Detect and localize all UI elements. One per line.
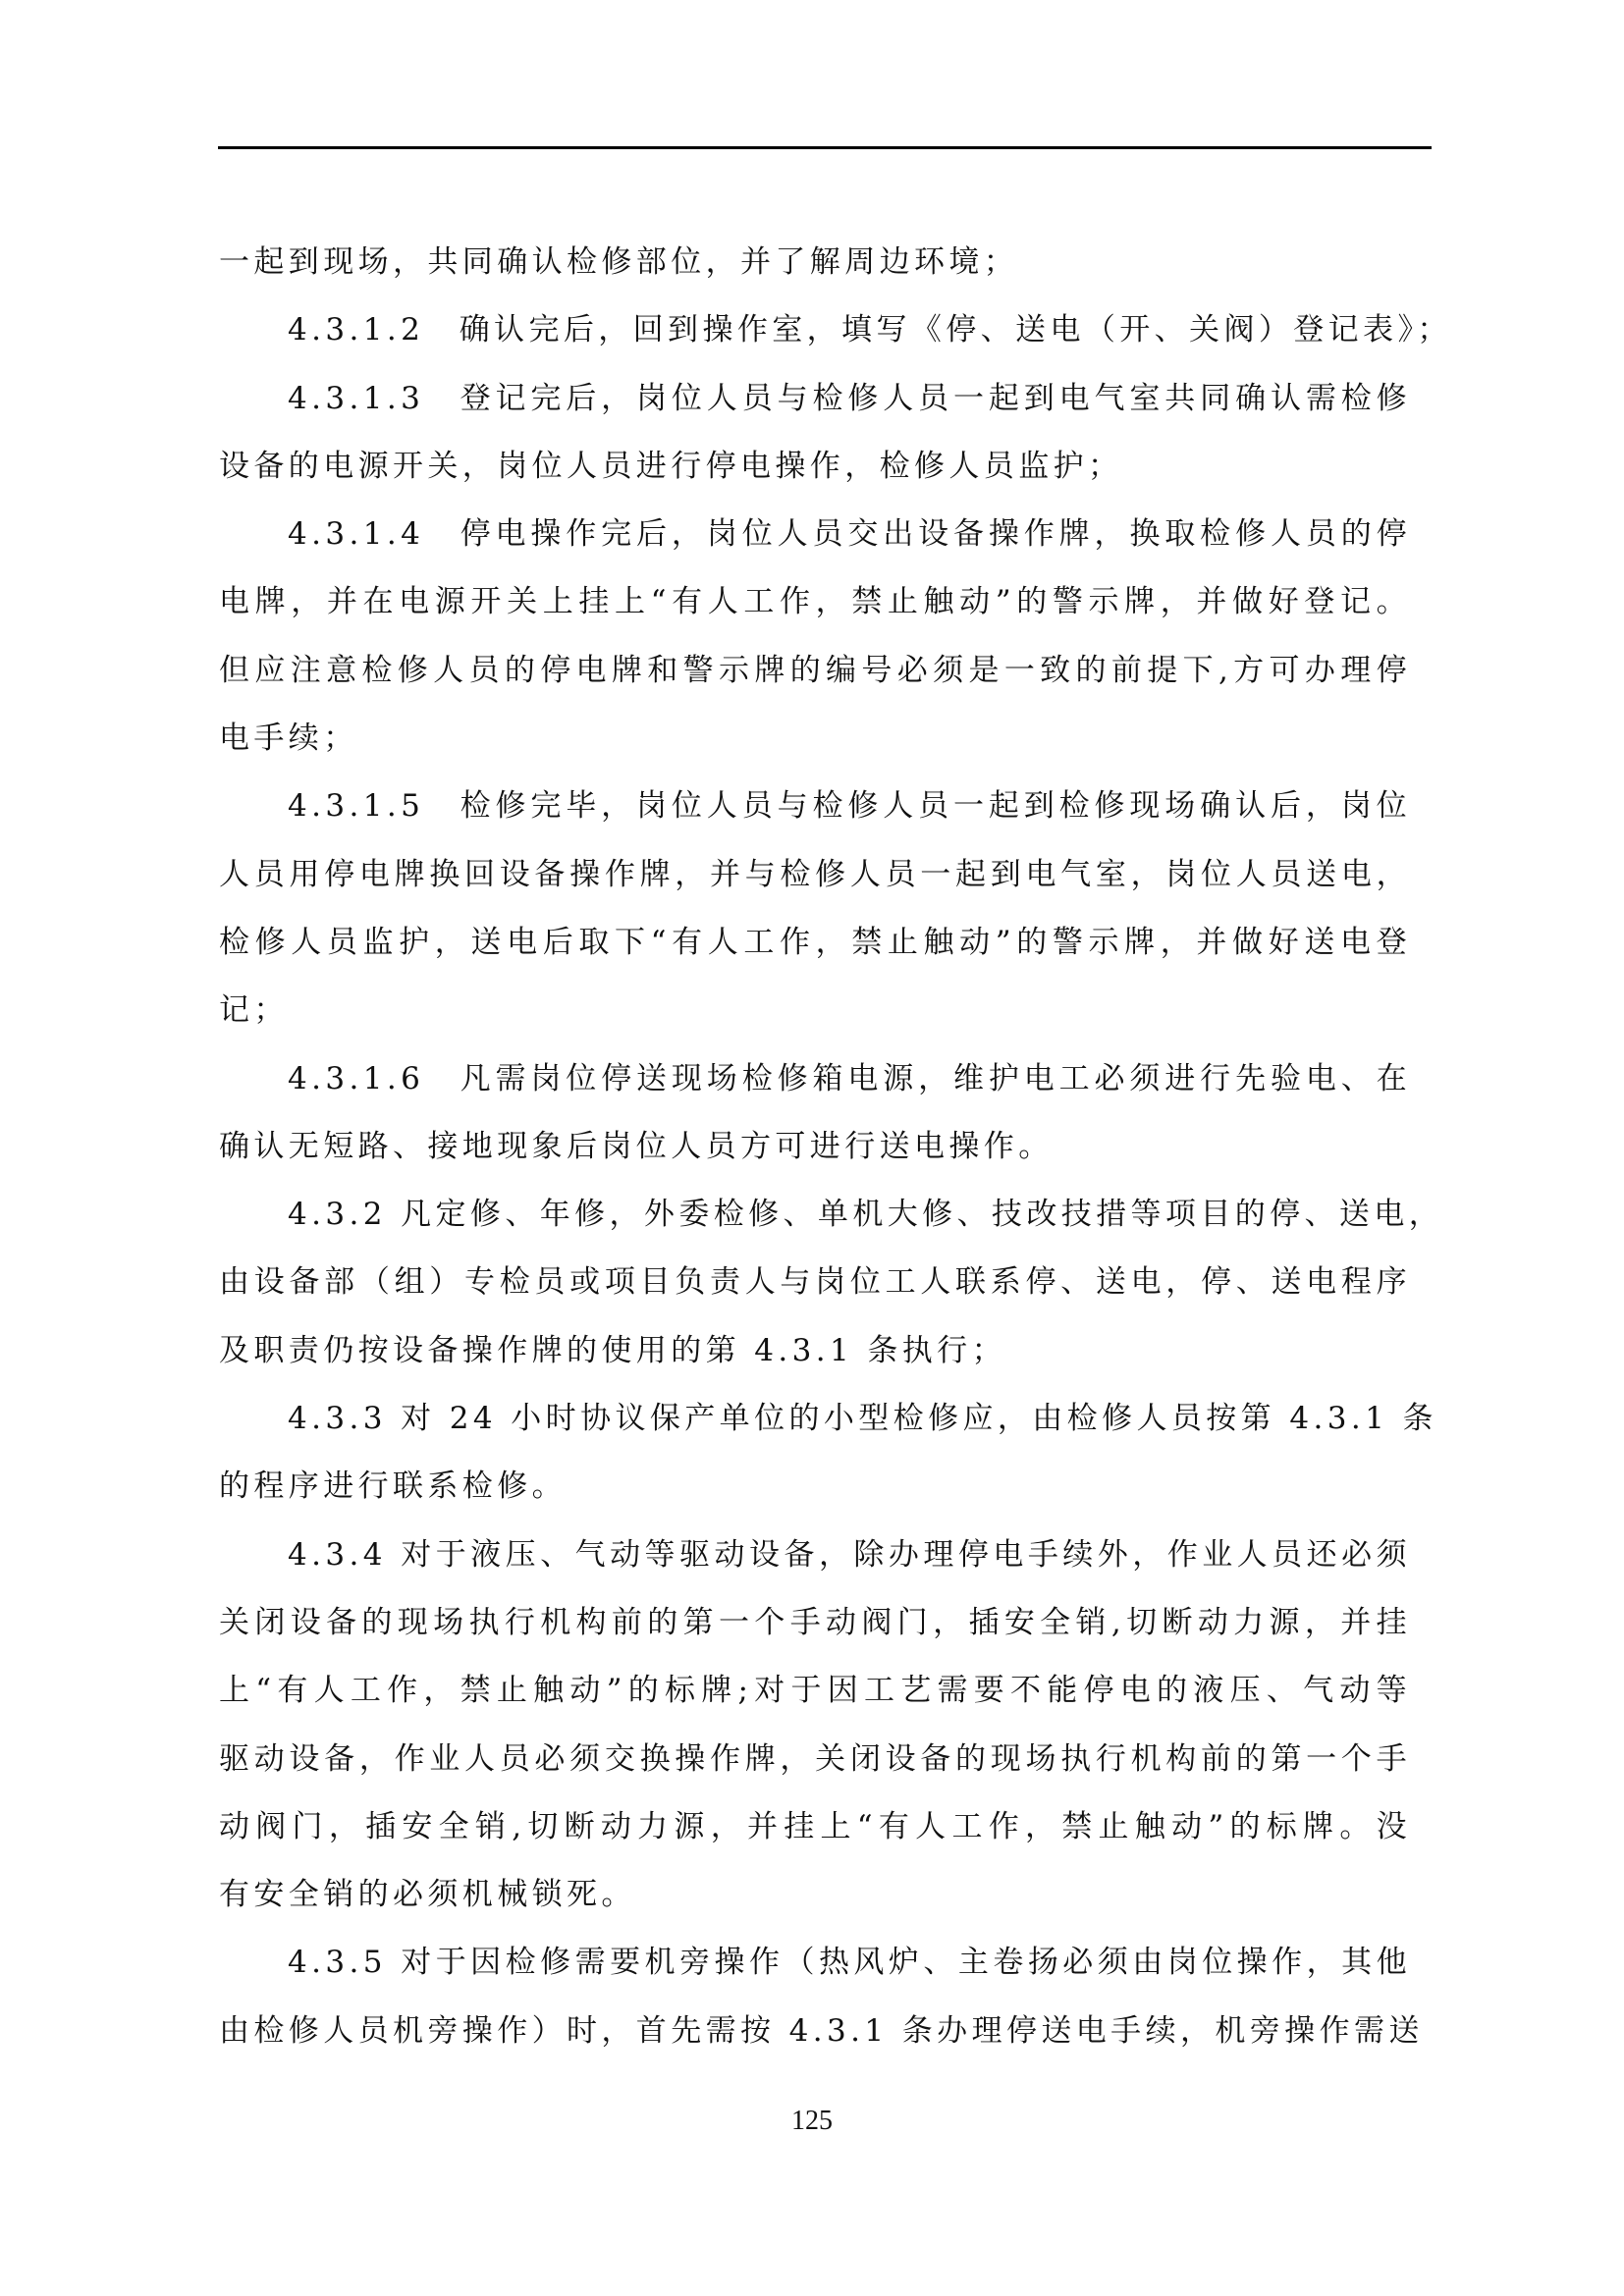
text-line: 电牌，并在电源开关上挂上“有人工作，禁止触动”的警示牌，并做好登记。 [219, 584, 1411, 620]
text-line: 关闭设备的现场执行机构前的第一个手动阀门，插安全销,切断动力源，并挂 [219, 1604, 1411, 1640]
text-line: 4.3.1.4 停电操作完后，岗位人员交出设备操作牌，换取检修人员的停 [288, 516, 1411, 553]
text-line: 4.3.1.5 检修完毕，岗位人员与检修人员一起到检修现场确认后，岗位 [288, 788, 1411, 825]
text-line: 设备的电源开关，岗位人员进行停电操作，检修人员监护； [219, 448, 1123, 484]
text-line: 4.3.4 对于液压、气动等驱动设备，除办理停电手续外，作业人员还必须 [288, 1536, 1411, 1573]
text-line: 由检修人员机旁操作）时，首先需按 4.3.1 条办理停送电手续，机旁操作需送 [219, 2012, 1424, 2049]
text-line: 上“有人工作，禁止触动”的标牌;对于因工艺需要不能停电的液压、气动等 [219, 1673, 1411, 1709]
text-line: 4.3.1.3 登记完后，岗位人员与检修人员一起到电气室共同确认需检修 [288, 380, 1411, 416]
text-line: 4.3.1.2 确认完后，回到操作室，填写《停、送电（开、关阀）登记表》； [288, 312, 1452, 348]
text-line: 人员用停电牌换回设备操作牌，并与检修人员一起到电气室，岗位人员送电， [219, 856, 1411, 892]
text-line: 一起到现场，共同确认检修部位，并了解周边环境； [219, 244, 1019, 280]
text-line: 4.3.3 对 24 小时协议保产单位的小型检修应，由检修人员按第 4.3.1 条 [288, 1401, 1437, 1437]
text-line: 记； [219, 992, 289, 1029]
text-line: 但应注意检修人员的停电牌和警示牌的编号必须是一致的前提下,方可办理停 [219, 652, 1411, 688]
text-line: 4.3.1.6 凡需岗位停送现场检修箱电源，维护电工必须进行先验电、在 [288, 1060, 1411, 1096]
text-line: 驱动设备，作业人员必须交换操作牌，关闭设备的现场执行机构前的第一个手 [219, 1740, 1411, 1777]
text-line: 由设备部（组）专检员或项目负责人与岗位工人联系停、送电，停、送电程序 [219, 1264, 1411, 1301]
text-line: 的程序进行联系检修。 [219, 1468, 567, 1505]
text-line: 动阀门，插安全销,切断动力源，并挂上“有人工作，禁止触动”的标牌。没 [219, 1808, 1411, 1844]
text-line: 4.3.2 凡定修、年修，外委检修、单机大修、技改技措等项目的停、送电， [288, 1197, 1444, 1233]
text-line: 电手续； [219, 721, 358, 757]
text-line: 检修人员监护，送电后取下“有人工作，禁止触动”的警示牌，并做好送电登 [219, 924, 1411, 960]
document-body [219, 244, 1452, 2084]
text-line: 确认无短路、接地现象后岗位人员方可进行送电操作。 [219, 1128, 1054, 1164]
text-line: 4.3.5 对于因检修需要机旁操作（热风炉、主卷扬必须由岗位操作，其他 [288, 1945, 1411, 1981]
text-line: 有安全销的必须机械锁死。 [219, 1877, 636, 1913]
header-rule [218, 146, 1432, 149]
text-line: 及职责仍按设备操作牌的使用的第 4.3.1 条执行； [219, 1332, 1006, 1368]
page-number: 125 [791, 2106, 833, 2136]
